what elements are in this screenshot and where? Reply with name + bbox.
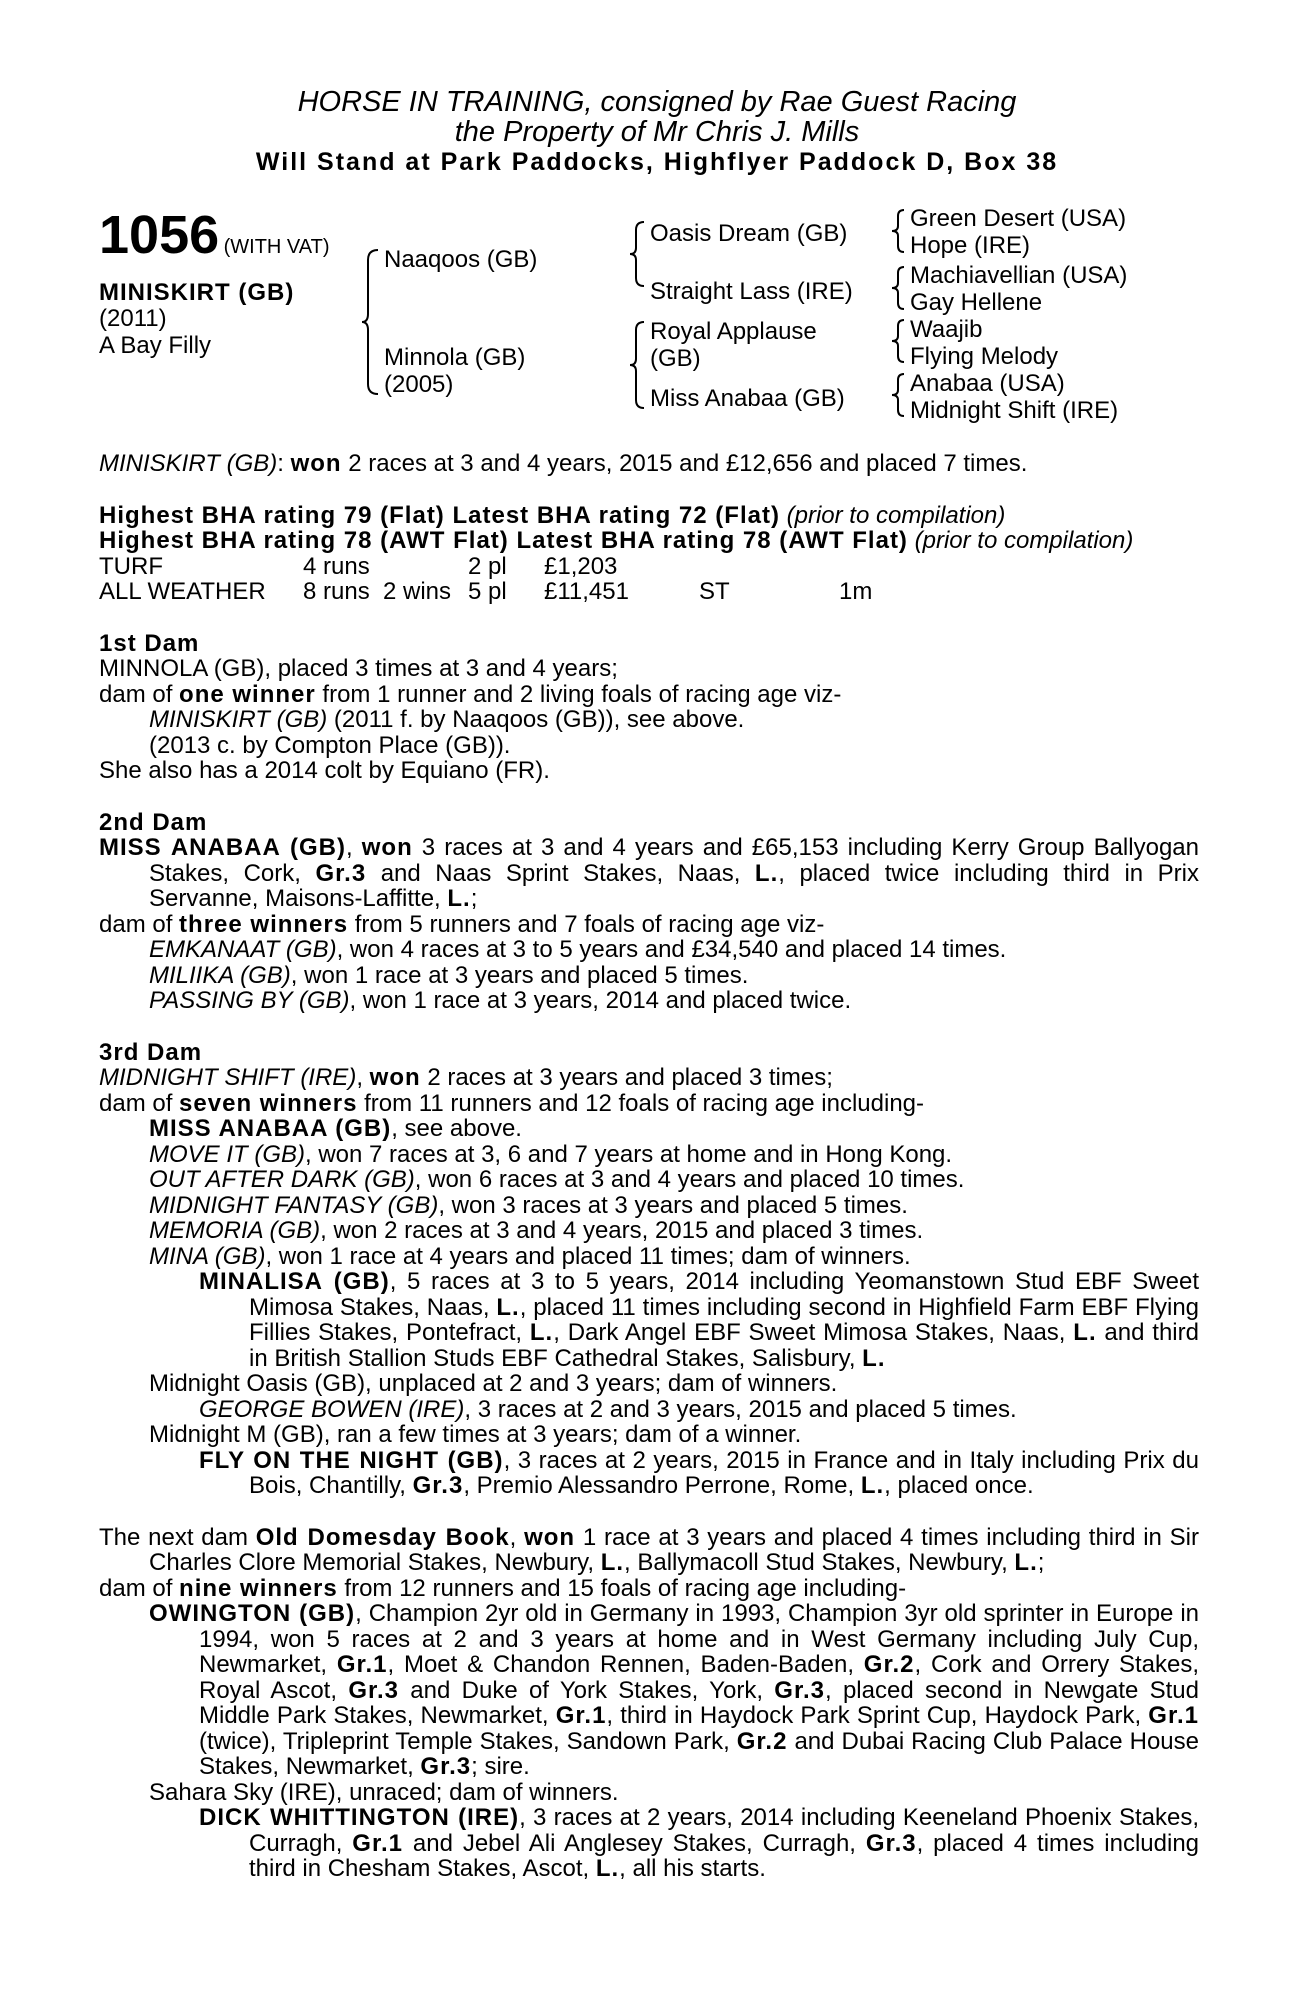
ggs-4: Anabaa (USA) (910, 370, 1065, 397)
third-dam-heading: 3rd Dam (99, 1038, 203, 1066)
third-dam-offspring-3: OUT AFTER DARK (GB), won 6 races at 3 and 4 years and placed 10 times. (149, 1166, 965, 1193)
fourth-dam-record: The next dam Old Domesday Book, won 1 race at 3 years and placed 4 times including third in Sir Charles Clore Memorial Stakes, Newbury, L., Ballymacoll Stud Stakes, Newbury, L.; (99, 1523, 1200, 1576)
fourth-dam-offspring-1: OWINGTON (GB), Champion 2yr old in Germany in 1993, Champion 3yr old sprinter in Europe in 1994, won 5 races at 2 and 3 years at home and in West Germany including July Cup, Newmarket, Gr.1, Moet & Chandon Rennen, Baden-Baden, Gr.2, Cork and Orrery Stakes, Royal Ascot, Gr.3 and Duke of York Stakes, York, Gr.3, placed second in Newgate Stud Middle Park Stakes, Newmarket, Gr.1, third in Haydock Park Sprint Cup, Haydock Park, Gr.1 (twice), Tripleprint Temple Stakes, Sandown Park, Gr.2 and Dubai Racing Club Palace House Stakes, Newmarket, Gr.3; sire. (149, 1600, 1200, 1780)
horse-description: A Bay Filly (99, 332, 212, 359)
fourth-dam-produce: dam of nine winners from 12 runners and 15 foals of racing age including- (99, 1574, 907, 1602)
third-dam-grand-offspring-2: GEORGE BOWEN (IRE), 3 races at 2 and 3 years, 2015 and placed 5 times. (199, 1395, 1017, 1423)
third-dam-grand-offspring-1: MINALISA (GB), 5 races at 3 to 5 years, 2014 including Yeomanstown Stud EBF Sweet Mimosa Stakes, Naas, L., placed 11 times including second in Highfield Farm EBF Flying Fillies Stakes, Pontefract, L., Dark Angel EBF Sweet Mimosa Stakes, Naas, L. and third in British Stallion Studs EBF Cathedral Stakes, Salisbury, L. (199, 1268, 1200, 1372)
fourth-dam-offspring-2: Sahara Sky (IRE), unraced; dam of winners. (149, 1778, 619, 1806)
sire-dam: Straight Lass (IRE) (650, 278, 853, 305)
first-dam-offspring-1: MINISKIRT (GB) (2011 f. by Naaqoos (GB)), see above. (149, 706, 745, 733)
brace-4 (890, 372, 906, 418)
second-dam-offspring-2: MILIIKA (GB), won 1 race at 3 years and placed 5 times. (149, 961, 749, 989)
consignor-line: HORSE IN TRAINING, consigned by Rae Guest Racing (297, 86, 1017, 118)
ggd-2: Gay Hellene (910, 289, 1043, 316)
lot-number: 1056 (99, 205, 220, 265)
dam-dam: Miss Anabaa (GB) (650, 385, 845, 412)
dam-line-brace (628, 320, 648, 410)
bha-rating-flat: Highest BHA rating 79 (Flat) Latest BHA rating 72 (Flat) (prior to compilation) (99, 501, 1006, 529)
brace-3 (890, 318, 906, 364)
second-dam-produce: dam of three winners from 5 runners and 7 foals of racing age viz- (99, 910, 825, 938)
first-dam-heading: 1st Dam (99, 629, 200, 657)
second-dam-heading: 2nd Dam (99, 808, 208, 836)
catalogue-body (99, 451, 1199, 1882)
all-weather-record-row: ALL WEATHER 8 runs 2 wins 5 pl £11,451 ST 1m (99, 578, 873, 605)
second-dam-offspring-1: EMKANAAT (GB), won 4 races at 3 to 5 years and £34,540 and placed 14 times. (149, 936, 1007, 963)
ggs-2: Machiavellian (USA) (910, 262, 1128, 289)
owner-line: the Property of Mr Chris J. Mills (454, 116, 860, 148)
turf-record-row: TURF 4 runs 2 pl £1,203 (99, 552, 618, 580)
vat-label: (WITH VAT) (223, 236, 330, 258)
third-dam-offspring-2: MOVE IT (GB), won 7 races at 3, 6 and 7 years at home and in Hong Kong. (149, 1140, 953, 1168)
third-dam-offspring-7: Midnight Oasis (GB), unplaced at 2 and 3 years; dam of winners. (149, 1370, 838, 1397)
sire: Naaqoos (GB) (384, 246, 538, 273)
horse-name: MINISKIRT (GB) (99, 279, 295, 306)
sire-line-brace (628, 220, 648, 288)
third-dam-grand-offspring-3: FLY ON THE NIGHT (GB), 3 races at 2 years, 2015 in France and in Italy including Prix du Bois, Chantilly, Gr.3, Premio Alessandro Perrone, Rome, L., placed once. (199, 1446, 1199, 1499)
second-dam-record: MISS ANABAA (GB), won 3 races at 3 and 4 years and £65,153 including Kerry Group Ballyogan Stakes, Cork, Gr.3 and Naas Sprint Stakes, Naas, L., placed twice including third in Prix Servanne, Maisons-Laffitte, L.; (99, 834, 1199, 912)
third-dam-produce: dam of seven winners from 11 runners and 12 foals of racing age including- (99, 1089, 925, 1117)
fourth-dam-grand-offspring-1: DICK WHITTINGTON (IRE), 3 races at 2 years, 2014 including Keeneland Phoenix Stakes, Curragh, Gr.1 and Jebel Ali Anglesey Stakes, Curragh, Gr.3, placed 4 times including third in Chesham Stakes, Ascot, L., all his starts. (199, 1804, 1200, 1882)
brace-2 (890, 265, 906, 311)
dam: Minnola (GB) (384, 344, 526, 371)
dam-year: (2005) (384, 371, 454, 398)
lot-number-row (99, 204, 330, 266)
first-dam-note: She also has a 2014 colt by Equiano (FR). (99, 757, 550, 784)
ggd-3: Flying Melody (910, 343, 1059, 370)
third-dam-record: MIDNIGHT SHIFT (IRE), won 2 races at 3 years and placed 3 times; (99, 1064, 833, 1091)
sire-sire: Oasis Dream (GB) (650, 220, 848, 247)
third-dam-offspring-5: MEMORIA (GB), won 2 races at 3 and 4 years, 2015 and placed 3 times. (149, 1217, 924, 1244)
second-dam-offspring-3: PASSING BY (GB), won 1 race at 3 years, 2014 and placed twice. (149, 987, 852, 1014)
third-dam-offspring-6: MINA (GB), won 1 race at 4 years and placed 11 times; dam of winners. (149, 1242, 911, 1270)
sire-dam-brace (360, 248, 382, 396)
first-dam-produce: dam of one winner from 1 runner and 2 living foals of racing age viz- (99, 680, 842, 708)
dam-sire-suffix: (GB) (650, 345, 701, 372)
third-dam-offspring-4: MIDNIGHT FANTASY (GB), won 3 races at 3 years and placed 5 times. (149, 1191, 908, 1219)
ggd-4: Midnight Shift (IRE) (910, 397, 1119, 424)
brace-1 (890, 208, 906, 254)
location-line: Will Stand at Park Paddocks, Highflyer Paddock D, Box 38 (255, 148, 1059, 176)
third-dam-offspring-8: Midnight M (GB), ran a few times at 3 years; dam of a winner. (149, 1421, 802, 1448)
first-dam-offspring-2: (2013 c. by Compton Place (GB)). (149, 731, 511, 759)
race-summary: MINISKIRT (GB): won 2 races at 3 and 4 years, 2015 and £12,656 and placed 7 times. (99, 450, 1028, 477)
ggs-1: Green Desert (USA) (910, 205, 1127, 232)
ggs-3: Waajib (910, 316, 983, 343)
dam-sire: Royal Applause (650, 318, 817, 345)
bha-rating-awt: Highest BHA rating 78 (AWT Flat) Latest BHA rating 78 (AWT Flat) (prior to compilation) (99, 527, 1134, 554)
ggd-1: Hope (IRE) (910, 232, 1031, 259)
third-dam-offspring-1: MISS ANABAA (GB), see above. (149, 1115, 522, 1142)
first-dam-line: MINNOLA (GB), placed 3 times at 3 and 4 years; (99, 655, 618, 682)
horse-year: (2011) (99, 305, 167, 332)
